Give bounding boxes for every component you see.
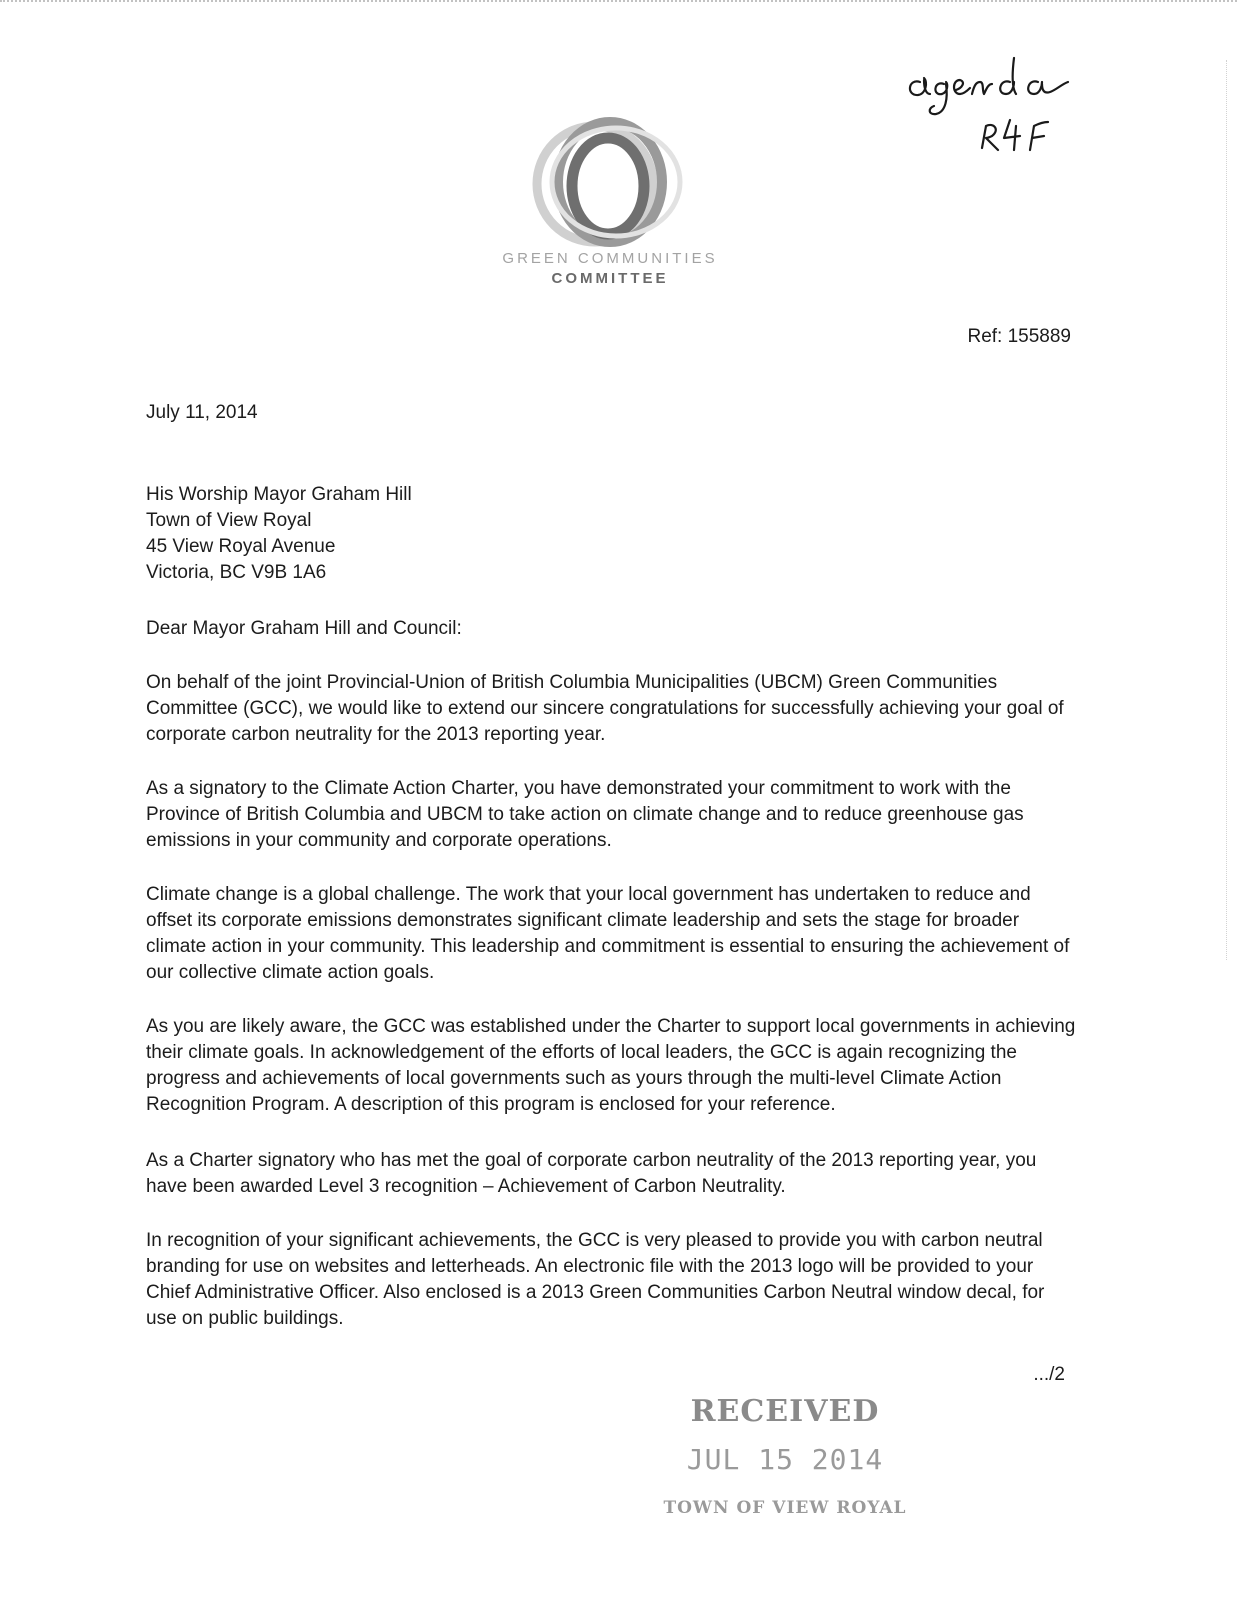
address-line: 45 View Royal Avenue: [146, 536, 336, 557]
logo-org-line1: GREEN COMMUNITIES: [502, 250, 718, 267]
salutation: Dear Mayor Graham Hill and Council:: [146, 618, 462, 639]
gcc-logo-icon: [520, 112, 700, 252]
body-paragraph: As a signatory to the Climate Action Charter, you have demonstrated your commitment to work with the Province of British Columbia and UBCM to take action on climate change and to reduce greenhouse gas emissions in your community and corporate operations.: [146, 778, 1024, 851]
reference-number: Ref: 155889: [967, 326, 1071, 347]
body-paragraph: In recognition of your significant achievements, the GCC is very pleased to provide you with carbon neutral branding for use on websites and letterheads. An electronic file with the 2013 logo will be provided to your Chief Administrative Officer. Also enclosed is a 2013 Green Communities Carbon Neutral window decal, for use on public buildings.: [146, 1230, 1045, 1329]
scan-edge-top: [0, 0, 1237, 16]
body-paragraph: Climate change is a global challenge. The work that your local government has undertaken to reduce and offset its corporate emissions demonstrates significant climate leadership and sets the stage for broader climate action in your community. This leadership and commitment is essential to ensuring the achievement of our collective climate action goals.: [146, 884, 1070, 983]
address-line: Town of View Royal: [146, 510, 312, 531]
address-line: His Worship Mayor Graham Hill: [146, 484, 412, 505]
handwritten-note: [898, 38, 1098, 158]
address-line: Victoria, BC V9B 1A6: [146, 562, 327, 583]
page-continuation-marker: .../2: [1033, 1364, 1065, 1385]
body-paragraph: As a Charter signatory who has met the goal of corporate carbon neutrality of the 2013 reporting year, you have been awarded Level 3 recognition – Achievement of Carbon Neutrality.: [146, 1150, 1037, 1197]
body-paragraph: As you are likely aware, the GCC was established under the Charter to support local governments in achieving their climate goals. In acknowledgement of the efforts of local leaders, the GCC is again recognizing the progress and achievements of local governments such as yours through the multi-level Climate Action Recognition Program. A description of this program is enclosed for your reference.: [146, 1016, 1076, 1115]
stamp-town: TOWN OF VIEW ROYAL: [663, 1498, 907, 1518]
scan-edge-right: [1225, 60, 1227, 960]
stamp-received-text: RECEIVED: [690, 1394, 880, 1429]
logo-org-line2: COMMITTEE: [551, 270, 669, 287]
recipient-address: [146, 482, 412, 586]
stamp-date: JUL 15 2014: [686, 1443, 884, 1476]
body-paragraph: On behalf of the joint Provincial-Union of British Columbia Municipalities (UBCM) Green Communities Committee (GCC), we would like to extend our sincere congratulations for successfully achieving your goal of corporate carbon neutrality for the 2013 reporting year.: [146, 672, 1064, 745]
received-stamp: [660, 1394, 910, 1518]
letter-date: July 11, 2014: [146, 402, 258, 423]
